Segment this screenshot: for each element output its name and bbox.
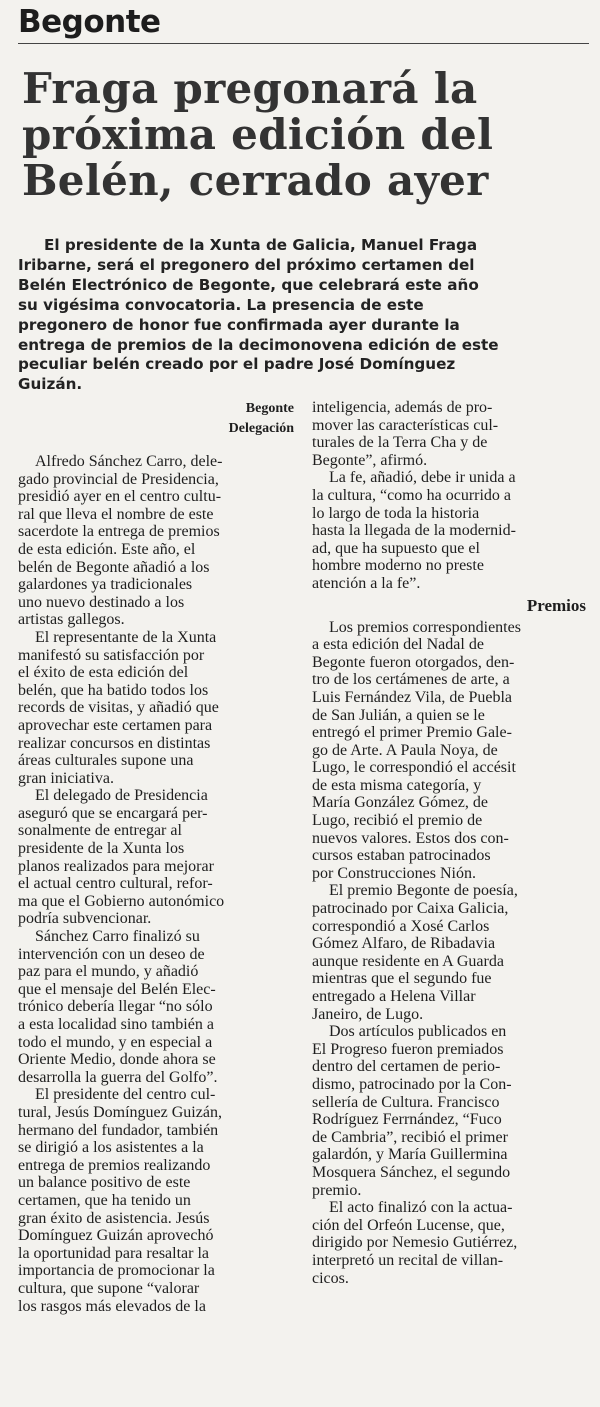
- headline: [22, 66, 592, 204]
- text-line: El representante de la Xunta: [35, 628, 217, 646]
- text-line: Oriente Medio, donde ahora se: [18, 1051, 216, 1069]
- text-line: go de Arte. A Paula Noya, de: [312, 741, 498, 759]
- text-line: belén, que ha batido todos los: [18, 681, 209, 699]
- text-line: Rodríguez Ferrnández, “Fuco: [312, 1111, 502, 1129]
- text-line: el actual centro cultural, refor-: [18, 875, 213, 893]
- text-line: entrega de premios realizando: [18, 1156, 211, 1174]
- lead-line: su vigésima convocatoria. La presencia de este: [18, 295, 424, 314]
- text-line: ma que el Gobierno autonómico: [18, 892, 225, 910]
- text-line: inteligencia, además de pro-: [312, 399, 493, 416]
- spacer: [18, 439, 295, 453]
- text-line: todo el mundo, y en especial a: [18, 1033, 213, 1051]
- text-line: Mosquera Sánchez, el segundo: [312, 1163, 511, 1181]
- text-line: gran iniciativa.: [18, 769, 114, 787]
- text-line: de esta misma categoría, y: [312, 776, 482, 794]
- text-line: atención a la fe”.: [312, 574, 421, 592]
- text-line: certamen, que ha tenido un: [18, 1191, 191, 1209]
- lead-line: peculiar belén creado por el padre José Domínguez: [18, 355, 456, 374]
- text-line: mover las características cul-: [312, 416, 499, 434]
- text-line: el éxito de esta edición del: [18, 664, 189, 682]
- text-line: los rasgos más elevados de la: [18, 1297, 206, 1315]
- lead-line: El presidente de la Xunta de Galicia, Manuel Fraga: [44, 236, 478, 254]
- text-line: dismo, patrocinado por la Con-: [312, 1075, 512, 1093]
- text-line: El Progreso fueron premiados: [312, 1040, 504, 1058]
- text-line: por Construcciones Nión.: [312, 864, 476, 882]
- text-line: El acto finalizó con la actua-: [329, 1199, 513, 1217]
- text-line: Sánchez Carro finalizó su: [35, 928, 200, 946]
- text-line: ad, que ha supuesto que el: [312, 539, 480, 557]
- text-line: entregó el primer Premio Gale-: [312, 724, 512, 742]
- text-line: mientras que el segundo fue: [312, 970, 492, 988]
- text-line: dentro del certamen de perio-: [312, 1058, 501, 1076]
- text-line: aprovechar este certamen para: [18, 716, 213, 734]
- text-line: un balance positivo de este: [18, 1174, 191, 1192]
- text-line: Alfredo Sánchez Carro, dele-: [35, 453, 223, 470]
- text-line: Luis Fernández Vila, de Puebla: [312, 688, 513, 706]
- text-line: podría subvencionar.: [18, 910, 152, 928]
- text-line: Begonte”, afirmó.: [312, 451, 428, 469]
- text-line: la oportunidad para resaltar la: [18, 1244, 210, 1262]
- text-line: belén de Begonte añadió a los: [18, 558, 210, 576]
- text-line: a esta localidad sino también a: [18, 1016, 214, 1033]
- text-line: Lugo, recibió el premio de: [312, 812, 483, 830]
- section-title: Begonte: [18, 4, 161, 40]
- text-line: que el mensaje del Belén Elec-: [18, 980, 216, 998]
- text-line: de San Julián, a quien se le: [312, 706, 485, 724]
- text-line: cultura, que supone “valorar: [18, 1279, 200, 1297]
- text-line: planos realizados para mejorar: [18, 857, 214, 875]
- text-line: lo largo de toda la historia: [312, 504, 480, 522]
- text-line: cursos estaban patrocinados: [312, 847, 491, 865]
- text-line: Gómez Alfaro, de Ribadavia: [312, 935, 496, 953]
- text-line: dirigido por Nemesio Gutiérrez,: [312, 1234, 518, 1252]
- text-line: presidente de la Xunta los: [18, 840, 185, 858]
- text-line: de esta edición. Este año, el: [18, 540, 196, 558]
- subhead-premios: Premios: [526, 595, 586, 615]
- text-line: gran éxito de asistencia. Jesús: [18, 1209, 210, 1227]
- text-line: intervención con un deseo de: [18, 945, 205, 963]
- text-line: interpretó un recital de villan-: [312, 1251, 504, 1269]
- text-line: hermano del fundador, también: [18, 1121, 219, 1139]
- text-line: sonalmente de entregar al: [18, 822, 182, 840]
- text-line: entregado a Helena Villar: [312, 988, 476, 1005]
- text-line: paz para el mundo, y añadió: [18, 963, 199, 981]
- text-line: hasta la llegada de la modernid-: [312, 522, 516, 540]
- text-line: ral que lleva el nombre de este: [18, 505, 214, 523]
- text-line: Dos artículos publicados en: [329, 1023, 507, 1041]
- text-line: aseguró que se encargará per-: [18, 804, 208, 822]
- text-line: patrocinado por Caixa Galicia,: [312, 900, 509, 918]
- text-line: presidió ayer en el centro cultu-: [18, 488, 222, 506]
- text-line: gado provincial de Presidencia,: [18, 470, 219, 488]
- text-line: importancia de promocionar la: [18, 1262, 215, 1280]
- text-line: áreas culturales supone una: [18, 752, 194, 770]
- text-line: cicos.: [312, 1269, 349, 1287]
- text-line: sellería de Cultura. Francisco: [312, 1093, 500, 1111]
- text-line: desarrolla la guerra del Golfo”.: [18, 1068, 218, 1086]
- text-line: correspondió a Xosé Carlos: [312, 917, 490, 935]
- lead-line: Guizán.: [18, 375, 83, 394]
- text-line: trónico debería llegar “no sólo: [18, 998, 213, 1016]
- headline-line: Fraga pregonará la: [22, 64, 478, 113]
- text-line: a esta edición del Nadal de: [312, 636, 484, 654]
- text-line: Los premios correspondientes: [329, 618, 521, 636]
- byline-place: Begonte: [245, 401, 294, 416]
- text-line: artistas gallegos.: [18, 611, 125, 629]
- text-line: La fe, añadió, debe ir unida a: [329, 469, 516, 487]
- lead-line: Iribarne, será el pregonero del próximo certamen del: [18, 255, 475, 274]
- text-line: Domínguez Guizán aprovechó: [18, 1227, 214, 1245]
- lead-line: Belén Electrónico de Begonte, que celebrará este año: [18, 275, 479, 294]
- text-line: tural, Jesús Domínguez Guizán,: [18, 1103, 222, 1121]
- text-line: uno nuevo destinado a los: [18, 593, 185, 611]
- text-line: Begonte fueron otorgados, den-: [312, 653, 515, 671]
- text-line: de Cambria”, recibió el primer: [312, 1128, 508, 1146]
- section-divider: [18, 43, 589, 44]
- lead-line: entrega de premios de la decimonovena edición de este: [18, 335, 499, 354]
- text-line: la cultura, “como ha ocurrido a: [312, 486, 512, 504]
- text-line: Janeiro, de Lugo.: [312, 1005, 424, 1023]
- lead-paragraph: [18, 236, 590, 395]
- lead-line: pregonero de honor fue confirmada ayer durante la: [18, 315, 460, 334]
- text-line: premio.: [312, 1181, 362, 1199]
- article-column-left: [18, 399, 295, 1315]
- article-column-right: [312, 399, 590, 1287]
- text-line: ción del Orfeón Lucense, que,: [312, 1216, 505, 1234]
- text-line: El presidente del centro cul-: [35, 1086, 216, 1104]
- text-line: aunque residente en A Guarda: [312, 952, 504, 970]
- text-line: turales de la Terra Cha y de: [312, 434, 488, 452]
- text-line: manifestó su satisfacción por: [18, 646, 205, 664]
- headline-line: Belén, cerrado ayer: [22, 156, 489, 205]
- text-line: María González Gómez, de: [312, 794, 488, 812]
- text-line: Lugo, le correspondió el accésit: [312, 759, 516, 777]
- text-line: records de visitas, y añadió que: [18, 699, 219, 717]
- byline-source: Delegación: [228, 421, 294, 436]
- text-line: El delegado de Presidencia: [35, 787, 208, 805]
- text-line: sacerdote la entrega de premios: [18, 523, 220, 541]
- text-line: tro de los certámenes de arte, a: [312, 671, 510, 689]
- text-line: hombre moderno no preste: [312, 557, 484, 575]
- text-line: nuevos valores. Estos dos con-: [312, 829, 509, 847]
- headline-line: próxima edición del: [22, 110, 494, 159]
- text-line: galardones ya tradicionales: [18, 576, 193, 594]
- text-line: realizar concursos en distintas: [18, 734, 211, 752]
- text-line: se dirigió a los asistentes a la: [18, 1139, 204, 1157]
- text-line: galardón, y María Guillermina: [312, 1146, 508, 1164]
- text-line: El premio Begonte de poesía,: [329, 882, 518, 900]
